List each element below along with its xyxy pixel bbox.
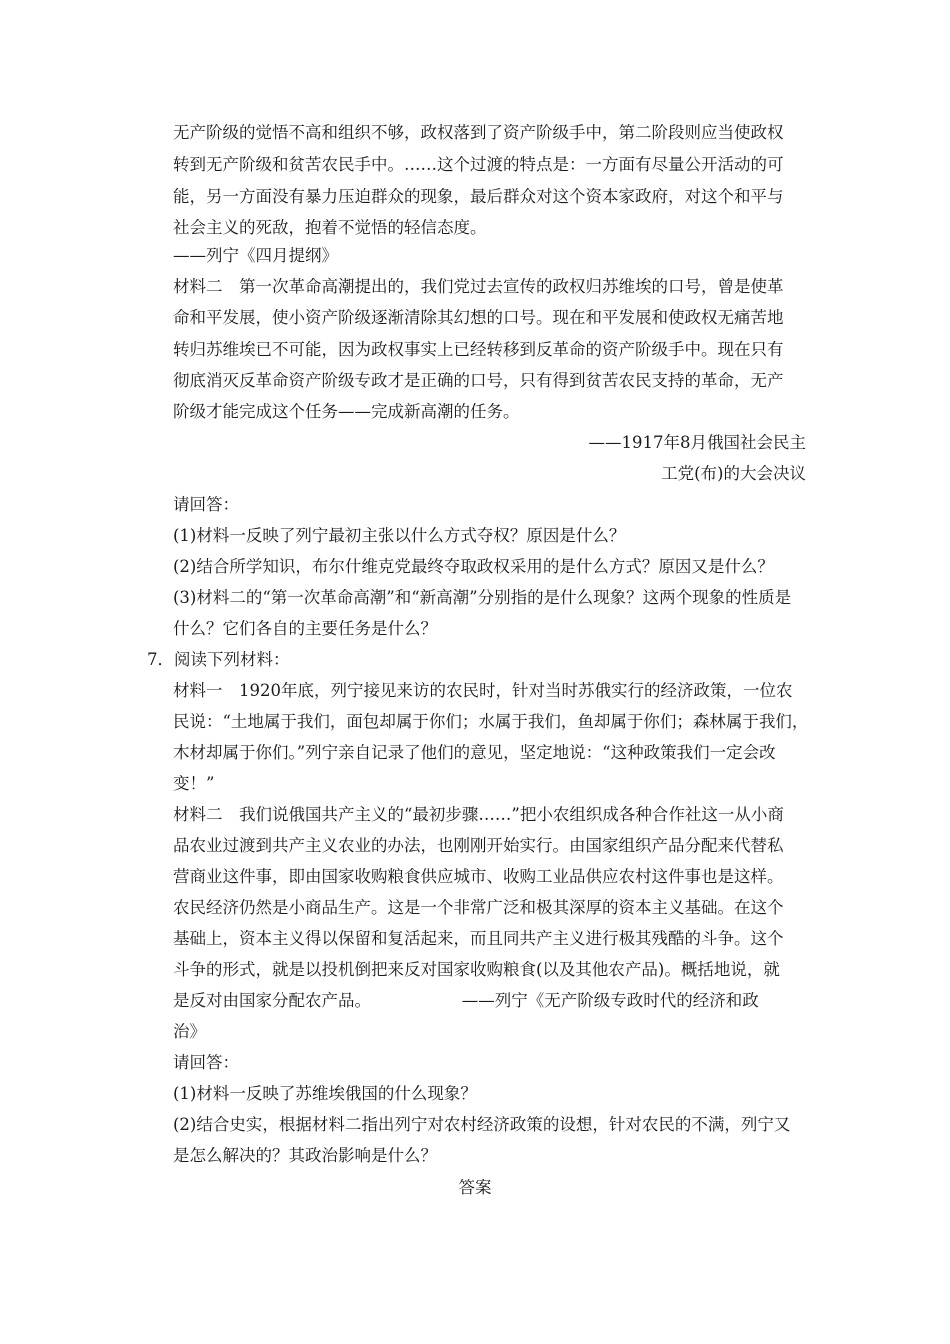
q7-material2-line: 斗争的形式，就是以投机倒把来反对国家收购粮食(以及其他农产品)。概括地说，就 (173, 960, 780, 979)
question-prompt: 请回答： (173, 495, 239, 514)
question-line: (2)结合史实，根据材料二指出列宁对农村经济政策的设想，针对农民的不满，列宁又 (173, 1115, 791, 1134)
q7-material1-line: 变！” (173, 774, 215, 793)
question-line: (2)结合所学知识，布尔什维克党最终夺取政权采用的是什么方式？原因又是什么？ (173, 557, 774, 576)
material2-line: 阶级才能完成这个任务——完成新高潮的任务。 (173, 402, 520, 421)
material2-source: ——1917年8月俄国社会民主 (588, 433, 806, 452)
material1-line: 能，另一方面没有暴力压迫群众的现象，最后群众对这个资本家政府，对这个和平与 (173, 187, 784, 206)
q7-material2-line: 是反对由国家分配农产品。 ——列宁《无产阶级专政时代的经济和政 (173, 991, 759, 1010)
question-line: (1)材料一反映了苏维埃俄国的什么现象？ (173, 1084, 477, 1103)
q7-material2-line: 品农业过渡到共产主义农业的办法，也刚刚开始实行。由国家组织产品分配来代替私 (173, 836, 784, 855)
q7-material2-line: 营商业这件事，即由国家收购粮食供应城市、收购工业品供应农村这件事也是这样。 (173, 867, 784, 886)
material1-source: ——列宁《四月提纲》 (173, 246, 338, 265)
q7-material2-line: 农民经济仍然是小商品生产。这是一个非常广泛和极其深厚的资本主义基础。在这个 (173, 898, 784, 917)
question-line: (1)材料一反映了列宁最初主张以什么方式夺权？原因是什么？ (173, 526, 626, 545)
q7-material2-line: 基础上，资本主义得以保留和复活起来，而且同共产主义进行极其残酷的斗争。这个 (173, 929, 784, 948)
material2-line: 彻底消灭反革命资产阶级专政才是正确的口号，只有得到贫苦农民支持的革命，无产 (173, 371, 784, 390)
question-line: 是怎么解决的？其政治影响是什么？ (173, 1146, 437, 1165)
q7-material1-line: 材料一 1920年底，列宁接见来访的农民时，针对当时苏俄实行的经济政策，一位农 (173, 681, 793, 700)
material2-line: 材料二 第一次革命高潮提出的，我们党过去宣传的政权归苏维埃的口号，曾是使革 (173, 277, 784, 296)
material1-line: 转到无产阶级和贫苦农民手中。……这个过渡的特点是：一方面有尽量公开活动的可 (173, 155, 784, 174)
q7-material1-line: 木材却属于你们。”列宁亲自记录了他们的意见，坚定地说：“这种政策我们一定会改 (173, 743, 776, 762)
question7-heading: 7．阅读下列材料： (147, 650, 290, 669)
question-line: (3)材料二的“第一次革命高潮”和“新高潮”分别指的是什么现象？这两个现象的性质是 (173, 588, 792, 607)
material2-line: 转归苏维埃已不可能，因为政权事实上已经转移到反革命的资产阶级手中。现在只有 (173, 340, 784, 359)
q7-material2-line: 材料二 我们说俄国共产主义的“最初步骤……”把小农组织成各种合作社这一从小商 (173, 805, 784, 824)
answer-heading: 答案 (458, 1178, 492, 1197)
q7-material2-line: 治》 (173, 1022, 206, 1041)
question-line: 什么？它们各自的主要任务是什么？ (173, 619, 437, 638)
question-prompt: 请回答： (173, 1053, 239, 1072)
material1-line: 社会主义的死敌，抱着不觉悟的轻信态度。 (173, 218, 487, 237)
material2-line: 命和平发展，使小资产阶级逐渐清除其幻想的口号。现在和平发展和使政权无痛苦地 (173, 308, 784, 327)
q7-material1-line: 民说：“土地属于我们，面包却属于你们；水属于我们，鱼却属于你们；森林属于我们， (173, 712, 809, 731)
material1-line: 无产阶级的觉悟不高和组织不够，政权落到了资产阶级手中，第二阶段则应当使政权 (173, 123, 784, 142)
material2-source: 工党(布)的大会决议 (661, 464, 806, 483)
